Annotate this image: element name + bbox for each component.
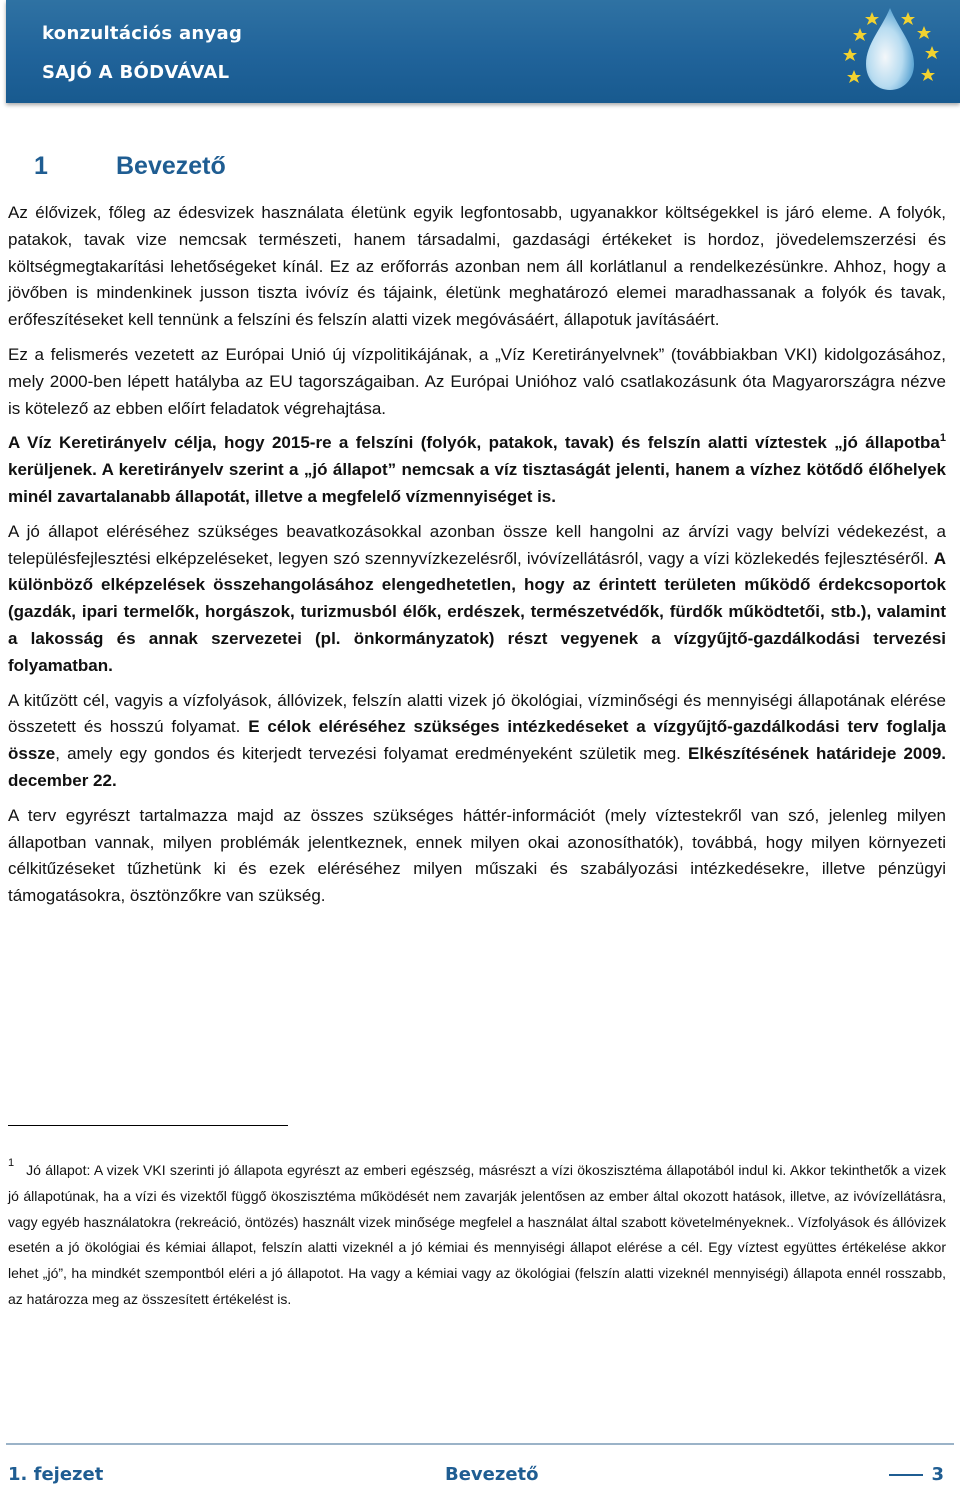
footer-dash [889,1474,923,1476]
paragraph-3 [8,430,946,510]
paragraph-4 [8,519,946,680]
section-number: 1 [34,152,48,180]
footer-page-number: 3 [931,1464,944,1485]
paragraph-5-bold-1: E célok eléréséhez szükséges intézkedéseket a vízgyűjtő-gazdálkodási terv foglalja össze [8,717,946,764]
paragraph-1 [8,200,946,334]
footer-chapter: 1. fejezet [8,1464,104,1485]
section-title: Bevezető [116,152,226,180]
page-footer [8,1464,946,1488]
paragraph-3-text-a: A Víz Keretirányelv célja, hogy 2015-re a felszíni (folyók, patakok, tavak) és felszín alatti víztestek „jó állapotba [8,433,940,453]
paragraph-1-text: Az élővizek, főleg az édesvizek használata életünk egyik legfontosabb, ugyanakkor költségekkel is járó eleme. A folyók, patakok, tavak vize nemcsak természeti, hanem társadalmi, gazdasági értékeket is hordoz, jövedelemszerzési és költségmegtakarítási lehetőségeket kínál. Ez az erőforrás azonban nem áll korlátlanul a rendelkezésünkre. Ahhoz, hogy a jövőben is mindenkinek jusson tiszta ivóvíz és tájaink, életünk meghatározó elemei maradhassanak a folyók és tavak, erőfeszítéseket kell tennünk a felszíni és felszín alatti vizek megóvásáért, állapotuk javításáért. [8,203,946,330]
paragraph-6-text: A terv egyrészt tartalmazza majd az összes szükséges háttér-információt (mely víztestekről van szó, jelenleg milyen állapotban vannak, milyen problémák jelentkeznek, ennek milyen okai azonosíthatók), továbbá, hogy milyen környezeti célkitűzéseket tűzhetünk ki és ezek eléréséhez milyen műszaki és szabályozási intézkedésekre, illetve pénzügyi támogatásokra, ösztönzőkre van szükség. [8,805,946,906]
paragraph-5 [8,688,946,795]
page-title [34,152,226,181]
header-subtitle: konzultációs anyag [42,23,243,44]
footer-page-number-wrap [889,1464,944,1485]
paragraph-5-text-1: A kitűzött cél, vagyis a vízfolyások, állóvizek, felszín alatti vizek jó ökológiai, vízminőségi és mennyiségi állapotának elérése összetett és hosszú folyamat. [8,690,946,737]
footer-divider [6,1443,954,1445]
footnote-separator [8,1125,288,1126]
paragraph-6 [8,803,946,910]
footnote-text: Jó állapot: A vizek VKI szerinti jó állapota egyrészt az emberi egészség, másrészt a vízi ökoszisztéma állapotából indul ki. Akkor tekinthetők a vizek jó állapotúnak, ha a vízi és vizektől függő ökoszisztéma működését nem zavarják jelentősen az ember által okozott hatások, illetve, az ivóvízellátásra, vagy egyéb használatokra (rekreáció, öntözés) használt vizek minősége megfelel a használat által szabott követelményeknek.. Vízfolyások és állóvizek esetén a jó ökológiai és kémiai állapot, felszín alatti vizeknél a jó kémiai és mennyiségi állapot elérése a cél. Egy víztest együttes értékelése akkor lehet „jó”, ha mindkét szempontból eléri a jó állapotot. Ha vagy a kémiai vagy az ökológiai (felszín alatti vizeknél mennyiségi) állapota ennél rosszabb, az határozza meg az összesített értékelést is. [8,1162,946,1307]
paragraph-3-text-b: kerüljenek. A keretirányelv szerint a „jó állapot” nemcsak a víz tisztaságát jelenti, hanem a vízhez kötődő élőhelyek minél zavartalanabb állapotát, illetve a megfelelő vízmennyiséget is. [8,460,946,506]
header-title: SAJÓ A BÓDVÁVAL [42,62,230,83]
paragraph-4-text: A jó állapot eléréséhez szükséges beavatkozásokkal azonban össze kell hangolni az árvízi vagy belvízi védekezést, a településfejlesztési elképzeléseket, legyen szó szennyvízkezelésről, ivóvízellátásról, vagy a vízi közlekedés fejlesztéséről. [8,521,946,568]
paragraph-2 [8,342,946,422]
footnote-reference[interactable]: 1 [939,432,946,445]
paragraph-4-bold: A különböző elképzelések összehangolásához elengedhetetlen, hogy az érintett területen működő érdekcsoportok (gazdák, ipari termelők, horgászok, turizmusból élők, erdészek, természetvédők, fürdők működtetői, stb.), valamint a lakosság és annak szervezetei (pl. önkormányzatok) részt vegyenek a vízgyűjtő-gazdálkodási tervezési folyamatban. [8,548,946,675]
footer-title: Bevezető [445,1464,539,1485]
water-drop-eu-stars-icon [820,0,960,103]
footnote-mark: 1 [8,1157,15,1169]
paragraph-5-bold-2: Elkészítésének határideje 2009. december 22. [8,744,946,790]
header-banner [6,0,960,103]
paragraph-2-text: Ez a felismerés vezetett az Európai Unió új vízpolitikájának, a „Víz Keretirányelvnek” (továbbiakban VKI) kidolgozásához, mely 2000-ben lépett hatályba az EU tagországaiban. Az Európai Unióhoz való csatlakozásunk óta Magyarországra nézve is kötelező az ebben előírt feladatok végrehajtása. [8,344,946,418]
paragraph-5-text-2: , amely egy gondos és kiterjedt tervezési folyamat eredményeként születik meg. [55,744,688,764]
body-text [8,200,946,918]
footnote [8,1158,946,1313]
